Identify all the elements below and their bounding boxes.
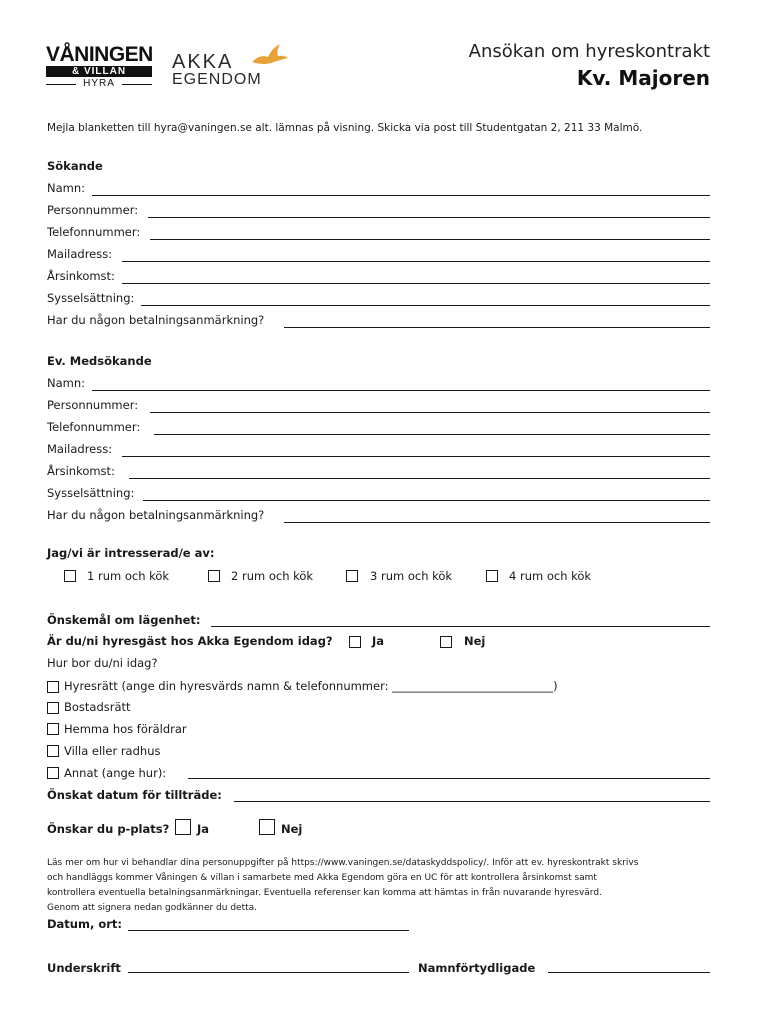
living-other-field[interactable] [188, 778, 710, 779]
signature-field[interactable] [128, 972, 409, 973]
living-house-checkbox[interactable] [47, 745, 59, 757]
akka-logo-bottom: EGENDOM [172, 71, 262, 88]
goose-icon [250, 42, 290, 68]
co-applicant-phone-label: Telefonnummer: [47, 420, 141, 434]
applicant-phone-label: Telefonnummer: [47, 225, 141, 239]
interest-1-rum-label: 1 rum och kök [87, 569, 170, 583]
living-other-checkbox[interactable] [47, 767, 59, 779]
living-parents-checkbox[interactable] [47, 723, 59, 735]
co-applicant-name-field[interactable] [92, 390, 710, 391]
vaningen-logo [46, 44, 152, 90]
parking-yes-label: Ja [197, 822, 210, 836]
tenant-yes-checkbox[interactable] [349, 636, 361, 648]
co-applicant-remark-label: Har du någon betalningsanmärkning? [47, 508, 265, 522]
applicant-name-field[interactable] [92, 195, 710, 196]
move-in-field[interactable] [234, 801, 710, 802]
applicant-personal-number-field[interactable] [148, 217, 710, 218]
interest-2-rum-checkbox[interactable] [208, 570, 220, 582]
tenant-no-checkbox[interactable] [440, 636, 452, 648]
interest-4-rum-checkbox[interactable] [486, 570, 498, 582]
interest-3-rum-label: 3 rum och kök [370, 569, 453, 583]
date-place-field[interactable] [128, 930, 409, 931]
interest-1-rum-checkbox[interactable] [64, 570, 76, 582]
parking-no-checkbox[interactable] [259, 819, 275, 835]
tenant-question: Är du/ni hyresgäst hos Akka Egendom idag? [47, 634, 333, 648]
form-title: Kv. Majoren [576, 66, 710, 90]
tenant-no-label: Nej [464, 634, 486, 648]
co-applicant-heading: Ev. Medsökande [47, 354, 152, 368]
living-other-label: Annat (ange hur): [64, 766, 167, 780]
applicant-email-field[interactable] [122, 261, 710, 262]
tenant-yes-label: Ja [372, 634, 385, 648]
vaningen-logo-sub: HYRA [83, 78, 115, 89]
applicant-occupation-label: Sysselsättning: [47, 291, 135, 305]
co-applicant-income-label: Årsinkomst: [47, 464, 115, 478]
applicant-occupation-field[interactable] [141, 305, 710, 306]
co-applicant-name-label: Namn: [47, 376, 86, 390]
interest-2-rum-label: 2 rum och kök [231, 569, 314, 583]
apartment-wish-label: Önskemål om lägenhet: [47, 613, 201, 627]
applicant-name-label: Namn: [47, 181, 86, 195]
applicant-income-label: Årsinkomst: [47, 269, 115, 283]
privacy-line-2: och handläggs kommer Våningen & villan i samarbete med Akka Egendom göra en UC för att kontrollera årsinkomst samt [47, 873, 597, 883]
form-subtitle: Ansökan om hyreskontrakt [468, 41, 710, 62]
co-applicant-remark-field[interactable] [284, 522, 710, 523]
date-place-label: Datum, ort: [47, 917, 123, 931]
akka-egendom-logo [172, 42, 292, 90]
vaningen-logo-rule-left [46, 84, 76, 85]
parking-no-label: Nej [281, 822, 303, 836]
vaningen-logo-rule-right [122, 84, 152, 85]
living-condo-label: Bostadsrätt [64, 700, 131, 714]
co-applicant-phone-field[interactable] [154, 434, 710, 435]
privacy-line-3: kontrollera eventuella betalningsanmärkningar. Eventuella referenser kan komma att hämtas in från nuvarande hyresvärd. [47, 888, 602, 898]
living-parents-label: Hemma hos föräldrar [64, 722, 187, 736]
intro-text: Mejla blanketten till hyra@vaningen.se alt. lämnas på visning. Skicka via post till Studentgatan 2, 211 33 Malmö. [47, 122, 643, 134]
co-applicant-personal-number-field[interactable] [150, 412, 710, 413]
signature-label: Underskrift [47, 961, 121, 975]
applicant-income-field[interactable] [122, 283, 710, 284]
interest-3-rum-checkbox[interactable] [346, 570, 358, 582]
co-applicant-personal-number-label: Personnummer: [47, 398, 139, 412]
applicant-heading: Sökande [47, 159, 103, 173]
name-clarification-label: Namnförtydligade [418, 961, 536, 975]
parking-question: Önskar du p-plats? [47, 822, 170, 836]
move-in-label: Önskat datum för tillträde: [47, 788, 222, 802]
co-applicant-occupation-label: Sysselsättning: [47, 486, 135, 500]
privacy-line-4: Genom att signera nedan godkänner du detta. [47, 903, 258, 913]
co-applicant-income-field[interactable] [129, 478, 710, 479]
co-applicant-email-field[interactable] [122, 456, 710, 457]
applicant-remark-field[interactable] [284, 327, 710, 328]
applicant-personal-number-label: Personnummer: [47, 203, 139, 217]
apartment-wish-field[interactable] [211, 626, 710, 627]
vaningen-logo-top: VÅNINGEN [46, 43, 153, 66]
interest-heading: Jag/vi är intresserad/e av: [47, 546, 215, 560]
living-rental-label: Hyresrätt (ange din hyresvärds namn & telefonnummer: ____________________________) [64, 679, 558, 693]
interest-4-rum-label: 4 rum och kök [509, 569, 592, 583]
living-house-label: Villa eller radhus [64, 744, 161, 758]
living-rental-checkbox[interactable] [47, 681, 59, 693]
living-condo-checkbox[interactable] [47, 702, 59, 714]
co-applicant-email-label: Mailadress: [47, 442, 113, 456]
applicant-phone-field[interactable] [150, 239, 710, 240]
parking-yes-checkbox[interactable] [175, 819, 191, 835]
name-clarification-field[interactable] [548, 972, 710, 973]
applicant-remark-label: Har du någon betalningsanmärkning? [47, 313, 265, 327]
co-applicant-occupation-field[interactable] [143, 500, 710, 501]
applicant-email-label: Mailadress: [47, 247, 113, 261]
vaningen-logo-band: & VILLAN [46, 66, 152, 77]
living-question: Hur bor du/ni idag? [47, 656, 158, 670]
akka-logo-top: AKKA [172, 51, 234, 73]
privacy-line-1: Läs mer om hur vi behandlar dina personuppgifter på https://www.vaningen.se/dataskyddspolicy/. Inför att ev. hyreskontrakt skrivs [47, 858, 639, 868]
